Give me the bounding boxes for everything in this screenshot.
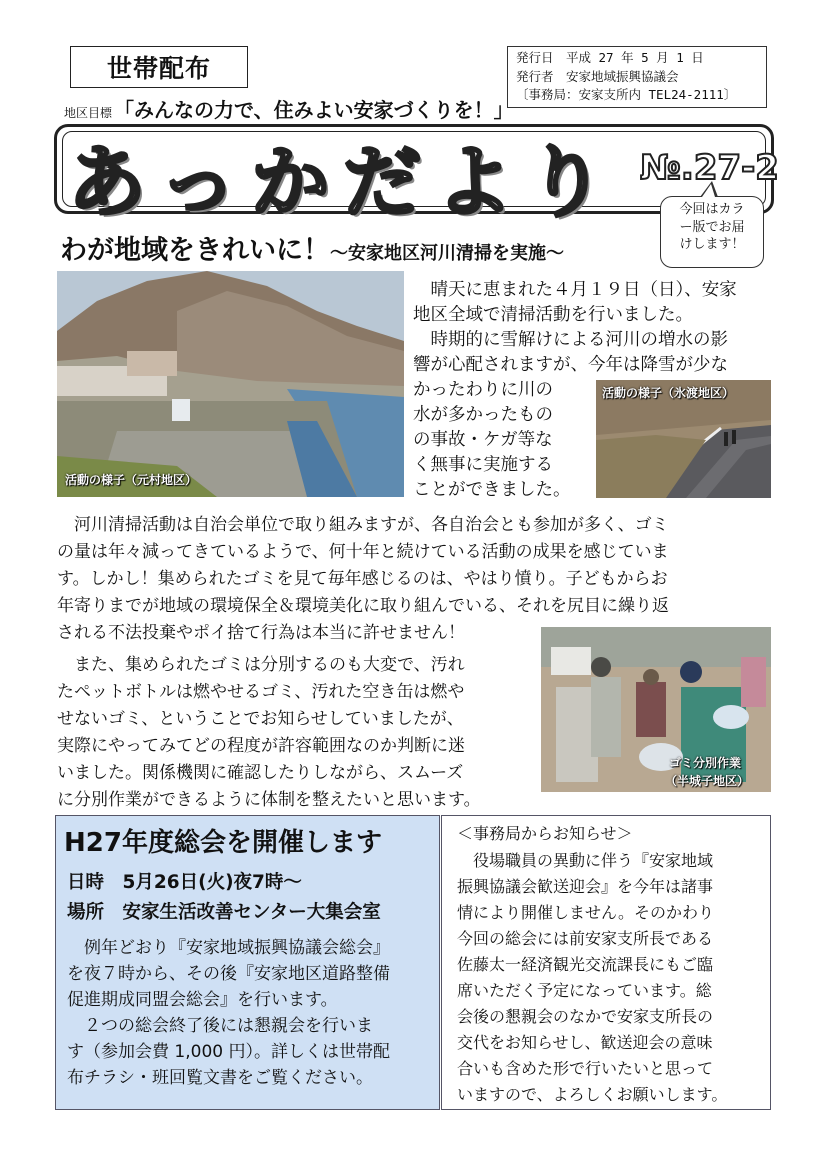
newsletter-title: あっかだより xyxy=(68,138,620,228)
para3-line: たペットボトルは燃やせるゴミ、汚れた空き缶は燃や xyxy=(57,682,465,702)
meeting-body-line: ２つの総会終了後には懇親会を行いま xyxy=(84,1016,373,1036)
river-photo-image xyxy=(57,271,404,497)
photo-hanjoshi xyxy=(541,627,771,792)
bubble-tail-fill xyxy=(702,184,715,197)
para2-line: される不法投棄やポイ捨て行為は本当に許せません！ xyxy=(57,623,465,643)
meeting-body-line: 促進期成同盟会総会』を行います。 xyxy=(67,990,338,1010)
para2-line: す。しかし！集められたゴミを見て毎年感じるのは、やはり憤り。子どもからお xyxy=(57,569,668,589)
para1-line: 時期的に雪解けによる河川の増水の影 xyxy=(430,330,728,350)
notice-line: 役場職員の異動に伴う『安家地域 xyxy=(473,851,714,870)
bubble-line: けします！ xyxy=(679,237,745,252)
article-subtitle: ～安家地区河川清掃を実施～ xyxy=(330,243,564,264)
notice-line: 交代をお知らせし、歓送迎会の意味 xyxy=(457,1033,713,1052)
para3-line: いました。関係機関に確認したりしながら、スムーズ xyxy=(57,763,464,783)
publish-date: 発行日 平成 27 年 5 月 1 日 xyxy=(516,50,704,65)
bubble-line: ー版でお届 xyxy=(679,219,745,235)
photo1-caption: 活動の様子（元村地区） xyxy=(65,473,198,487)
meeting-body-line: 例年どおり『安家地域振興協議会総会』 xyxy=(84,938,390,958)
article-title: わが地域をきれいに！ xyxy=(60,235,330,266)
meeting-title: H27年度総会を開催します xyxy=(64,828,382,858)
para2-line: 年寄りまでが地域の環境保全＆環境美化に取り組んでいる、それを尻目に繰り返 xyxy=(57,596,669,616)
notice-line: 席いただく予定になっています。総 xyxy=(457,981,712,1000)
para1-line: 水が多かったもの xyxy=(413,405,553,425)
notice-line: 佐藤太一経済観光交流課長にもご臨 xyxy=(457,955,714,974)
notice-line: 情により開催しません。そのかわり xyxy=(457,903,714,922)
meeting-place: 場所 安家生活改善センター大集会室 xyxy=(67,902,381,923)
para1-line: 晴天に恵まれた４月１９日（日）、安家 xyxy=(430,280,737,300)
goal-label: 地区目標 xyxy=(64,106,113,120)
photo-motomura xyxy=(57,271,404,497)
meeting-body-line: す（参加会費 1,000 円）。詳しくは世帯配 xyxy=(67,1042,390,1062)
meeting-body-line: を夜７時から、その後『安家地区道路整備 xyxy=(67,964,390,984)
para2-line: の量は年々減ってきているようで、何十年と続けている活動の成果を感じていま xyxy=(57,542,669,562)
publication-info xyxy=(507,46,767,108)
notice-line: いますので、よろしくお願いします。 xyxy=(457,1085,728,1104)
para1-line: く無事に実施する xyxy=(413,455,553,475)
notice-line: 振興協議会歓送迎会』を今年は諸事 xyxy=(457,877,714,896)
issue-number: №.27-2 xyxy=(640,148,779,188)
distribution-label: 世帯配布 xyxy=(70,46,248,88)
meeting-date: 日時 5月26日(火)夜7時～ xyxy=(67,872,302,893)
meeting-body-line: 布チラシ・班回覧文書をご覧ください。 xyxy=(67,1068,373,1088)
para2-line: 河川清掃活動は自治会単位で取り組みますが、各自治会とも参加が多く、ゴミ xyxy=(74,515,669,535)
notice-line: 合いも含めた形で行いたいと思って xyxy=(457,1059,714,1078)
photo3-caption: ゴミ分別作業 xyxy=(669,756,742,770)
color-edition-bubble xyxy=(660,196,764,268)
office-contact: 〔事務局：安家支所内 TEL24-2111〕 xyxy=(516,87,737,102)
para1-line: かったわりに川の xyxy=(413,380,553,400)
photo3-caption-area: （半城子地区） xyxy=(665,774,750,788)
district-goal xyxy=(64,94,514,123)
article-heading xyxy=(60,228,564,267)
goal-text: 「みんなの力で、住みよい安家づくりを！」 xyxy=(114,98,514,122)
publisher: 発行者 安家地域振興協議会 xyxy=(516,68,679,84)
para1-line: 地区全域で清掃活動を行いました。 xyxy=(413,305,693,325)
para3-line: せないゴミ、ということでお知らせしていましたが、 xyxy=(57,709,464,729)
photo2-caption: 活動の様子（氷渡地区） xyxy=(602,386,735,400)
para1-line: の事故・ケガ等な xyxy=(413,430,553,450)
para3-line: また、集められたゴミは分別するのも大変で、汚れ xyxy=(74,655,465,675)
notice-heading: ＜事務局からお知らせ＞ xyxy=(457,824,633,843)
notice-line: 今回の総会には前安家支所長である xyxy=(457,929,714,948)
para3-line: 実際にやってみてどの程度が許容範囲なのか判断に迷 xyxy=(57,736,465,756)
para3-line: に分別作業ができるように体制を整えたいと思います。 xyxy=(57,790,481,810)
photo-hiwatari xyxy=(596,380,771,498)
para1-line: ことができました。 xyxy=(413,480,571,500)
notice-line: 会後の懇親会のなかで安家支所長の xyxy=(457,1007,714,1026)
para1-line: 響が心配されますが、今年は降雪が少な xyxy=(413,355,728,375)
bubble-line: 今回はカラ xyxy=(679,202,745,217)
